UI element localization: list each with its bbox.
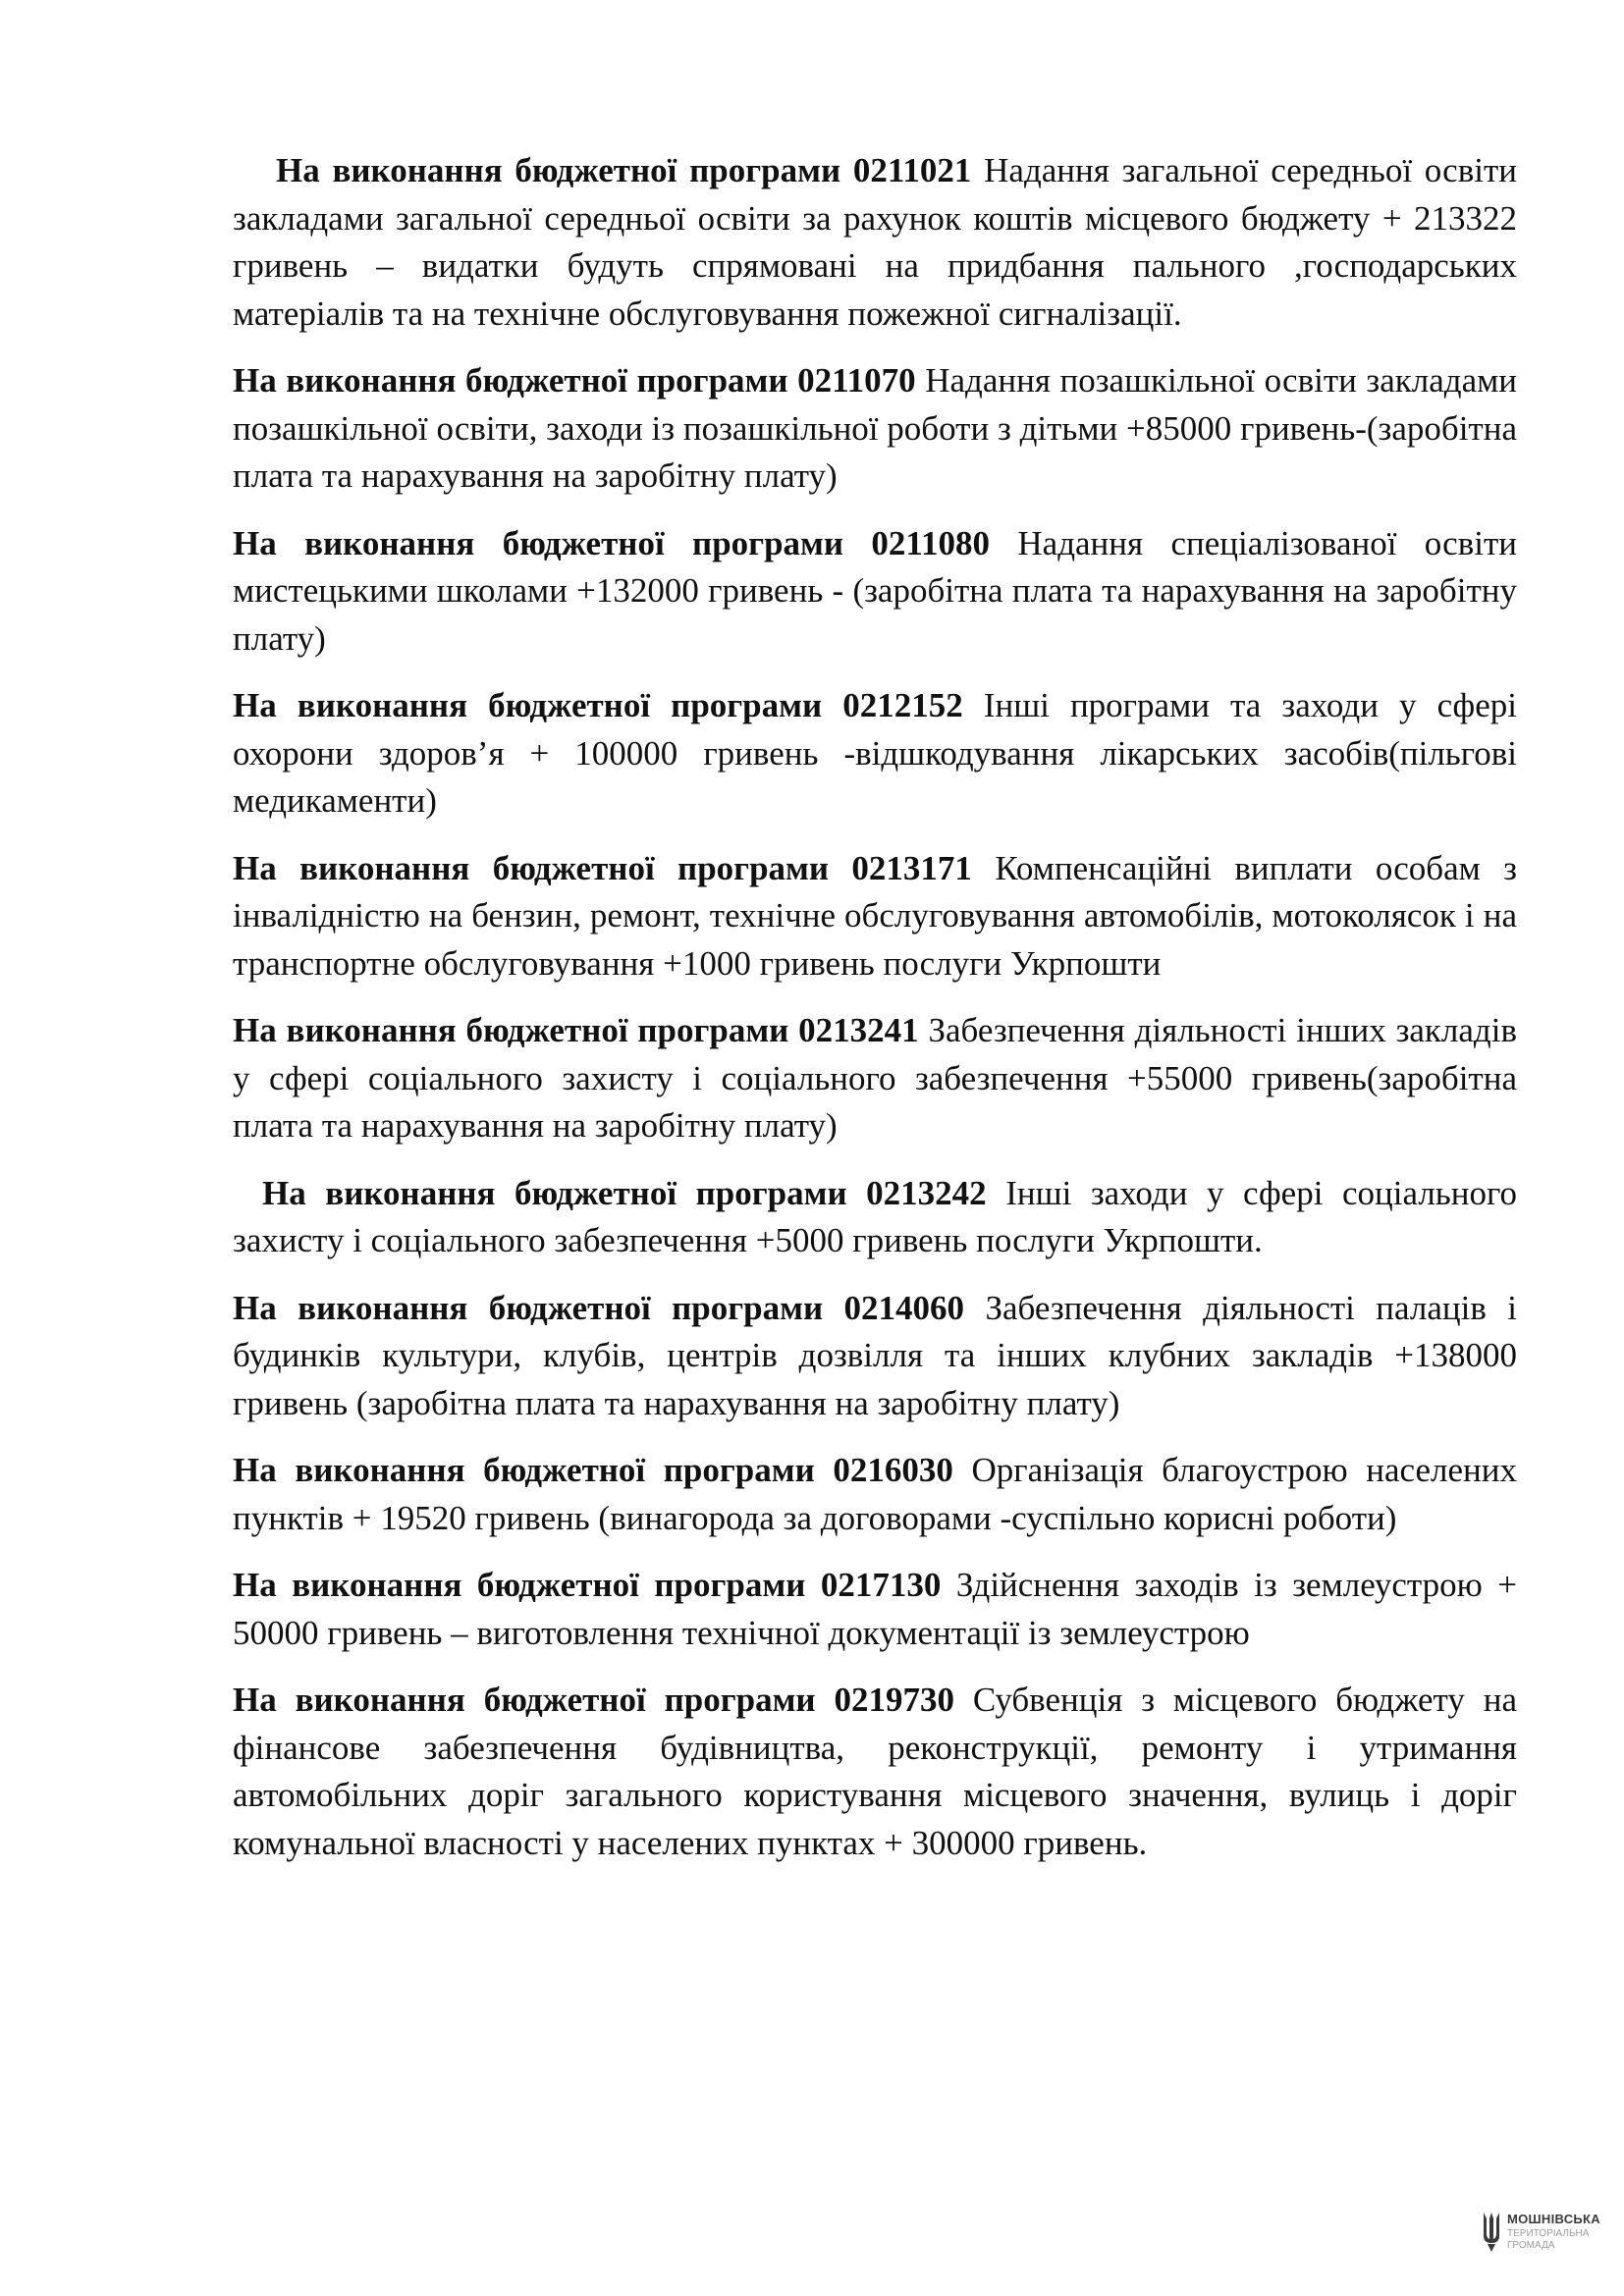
paragraph-0214060	[233, 1285, 1517, 1428]
logo-subtitle-2: ГРОМАДА	[1507, 2240, 1555, 2251]
paragraph-0211021	[233, 147, 1517, 338]
paragraph-body: Субвенція з місцевого бюджету на фінансове забезпечення будівництва, реконструкції, ремонту і утримання автомобільних доріг загального користування місцевого значення, вулиць і доріг комунальної власності у населених пунктах + 300000 гривень.	[233, 1681, 1517, 1862]
logo-title: МОШНІВСЬКА	[1507, 2212, 1600, 2226]
paragraph-body: Інші програми та заходи у сфері охорони здоров’я + 100000 гривень -відшкодування лікарських засобів(пільгові медикаменти)	[233, 686, 1517, 820]
paragraph-0212152	[233, 682, 1517, 826]
paragraph-lead: На виконання бюджетної програми 0211070	[233, 361, 916, 400]
paragraph-0211070	[233, 357, 1517, 501]
paragraph-lead: На виконання бюджетної програми 0211021	[276, 151, 972, 189]
paragraph-lead: На виконання бюджетної програми 0213171	[233, 848, 972, 887]
paragraph-body: Надання спеціалізованої освіти мистецькими школами +132000 гривень - (заробітна плата та нарахування на заробітну плату)	[233, 523, 1517, 658]
paragraph-0213241	[233, 1007, 1517, 1150]
paragraph-lead: На виконання бюджетної програми 0212152	[233, 686, 963, 724]
document-page	[233, 147, 1517, 1887]
paragraph-body: Інші заходи у сфері соціального захисту і соціального забезпечення +5000 гривень послуги Укрпошти.	[233, 1173, 1517, 1259]
paragraph-lead: На виконання бюджетної програми 0217130	[233, 1566, 942, 1604]
paragraph-lead: На виконання бюджетної програми 0211080	[233, 523, 990, 562]
paragraph-0211080	[233, 520, 1517, 664]
paragraph-lead: На виконання бюджетної програми 0213241	[233, 1011, 919, 1049]
paragraph-lead: На виконання бюджетної програми 0216030	[233, 1451, 953, 1489]
paragraph-body: Надання позашкільної освіти закладами позашкільної освіти, заходи із позашкільної роботи з дітьми +85000 гривень-(заробітна плата та нарахування на заробітну плату)	[233, 361, 1517, 495]
paragraph-0213242	[233, 1170, 1517, 1265]
paragraph-0219730	[233, 1677, 1517, 1867]
paragraph-body: Забезпечення діяльності інших закладів у сфері соціального захисту і соціального забезпечення +55000 гривень(заробітна плата та нарахування на заробітну плату)	[233, 1011, 1517, 1145]
paragraph-lead: На виконання бюджетної програми 0214060	[233, 1288, 965, 1327]
paragraph-body: Організація благоустрою населених пунктів + 19520 гривень (винагорода за договорами -суспільно корисні роботи)	[233, 1451, 1517, 1537]
logo-subtitle: ТЕРИТОРІАЛЬНА	[1507, 2228, 1590, 2239]
paragraph-body: Компенсаційні виплати особам з інвалідністю на бензин, ремонт, технічне обслуговування автомобілів, мотоколясок і на транспортне обслуговування +1000 гривень послуги Укрпошти	[233, 848, 1517, 983]
paragraph-lead: На виконання бюджетної програми 0219730	[233, 1681, 954, 1719]
community-logo	[1481, 2209, 1618, 2268]
paragraph-0217130	[233, 1562, 1517, 1657]
paragraph-0216030	[233, 1447, 1517, 1542]
paragraph-lead: На виконання бюджетної програми 0213242	[262, 1173, 987, 1212]
paragraph-body: Забезпечення діяльності палаців і будинків культури, клубів, центрів дозвілля та інших клубних закладів +138000 гривень (заробітна плата та нарахування на заробітну плату)	[233, 1288, 1517, 1422]
trident-icon	[1481, 2211, 1502, 2254]
paragraph-body: Надання загальної середньої освіти закладами загальної середньої освіти за рахунок коштів місцевого бюджету + 213322 гривень – видатки будуть спрямовані на придбання пального ,господарських матеріалів та на технічне обслуговування пожежної сигналізації.	[233, 151, 1517, 333]
paragraph-body: Здійснення заходів із землеустрою + 50000 гривень – виготовлення технічної документації із землеустрою	[233, 1566, 1517, 1652]
paragraph-0213171	[233, 845, 1517, 988]
